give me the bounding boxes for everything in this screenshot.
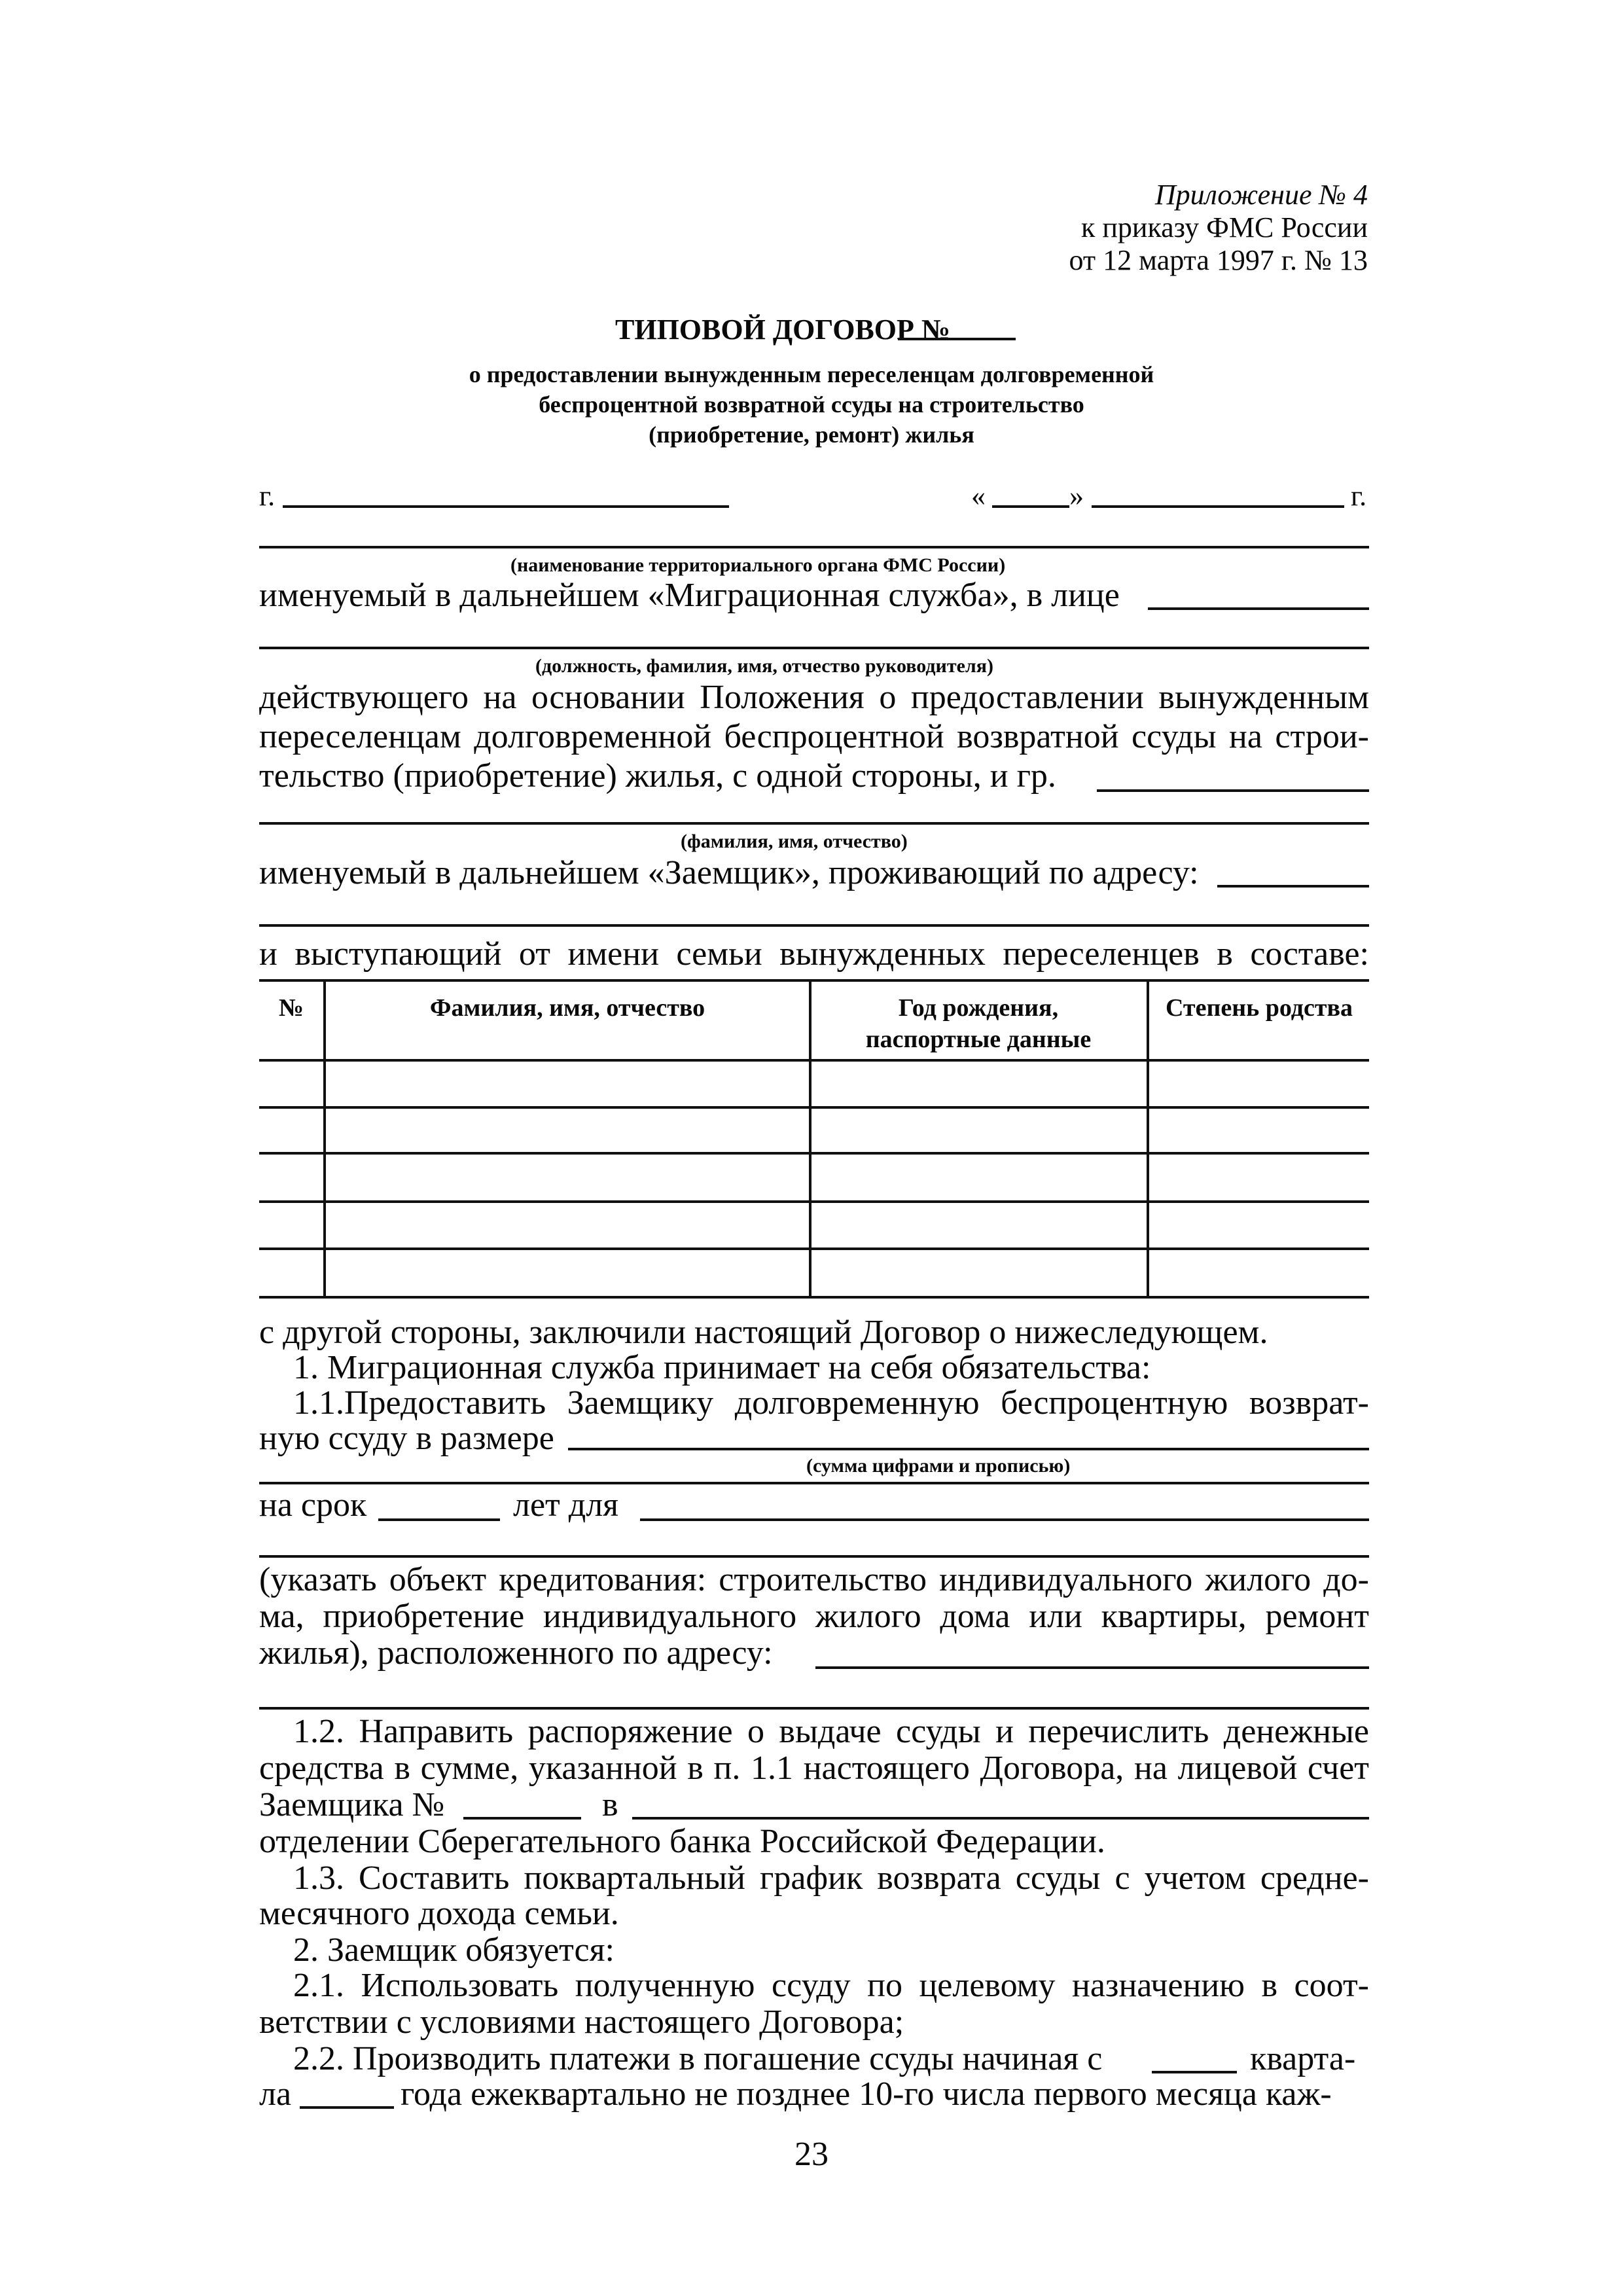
table-row bbox=[259, 1200, 1369, 1203]
clause-1-2-line-4: отделении Сберегательного банка Российской Федерации. bbox=[259, 1823, 1105, 1860]
table-header-fio: Фамилия, имя, отчество bbox=[429, 994, 705, 1022]
clause-2-2-line-2b: года ежеквартально не позднее 10-го числа первого месяца каж- bbox=[401, 2075, 1332, 2113]
acting-line-2: переселенцам долговременной беспроцентной возвратной ссуды на строи- bbox=[259, 718, 1369, 755]
loan-sum-field bbox=[568, 1448, 1369, 1450]
title-subline-1: о предоставлении вынужденным переселенцам долговременной bbox=[469, 361, 1154, 387]
clause-2-2-line-1: 2.2. Производить платежи в погашение ссуды начиная с bbox=[293, 2040, 1103, 2077]
loan-sum-field-2 bbox=[259, 1482, 1369, 1484]
sum-caption: (сумма цифрами и прописью) bbox=[806, 1455, 1071, 1477]
bank-branch-field bbox=[632, 1817, 1369, 1820]
other-side-line: с другой стороны, заключили настоящий Договор о нижеследующем. bbox=[259, 1314, 1268, 1351]
table-header-number: № bbox=[278, 994, 304, 1022]
table-col-divider bbox=[809, 979, 812, 1299]
address-field bbox=[1217, 885, 1369, 888]
object-line-2: ма, приобретение индивидуального жилого дома или квартиры, ремонт bbox=[259, 1598, 1369, 1635]
clause-1-2-in-label: в bbox=[602, 1786, 618, 1823]
table-bottom-border bbox=[259, 1296, 1369, 1299]
object-address-field bbox=[815, 1666, 1369, 1669]
year-suffix: г. bbox=[1351, 480, 1367, 512]
table-row bbox=[259, 1106, 1369, 1109]
term-years-field bbox=[378, 1518, 500, 1521]
purpose-label: лет для bbox=[513, 1486, 619, 1524]
order-label: к приказу ФМС России bbox=[1080, 211, 1368, 243]
table-row bbox=[259, 1152, 1369, 1155]
family-line: и выступающий от имени семьи вынужденных переселенцев в составе: bbox=[259, 935, 1369, 973]
city-field bbox=[283, 505, 729, 508]
table-header-relation: Степень родства bbox=[1165, 994, 1353, 1022]
clause-2: 2. Заемщик обязуется: bbox=[293, 1931, 615, 1969]
clause-2-1-line-2: ветствии с условиями настоящего Договора; bbox=[259, 2003, 904, 2041]
clause-1-1-line-1: 1.1.Предоставить Заемщику долговременную беспроцентную возврат- bbox=[293, 1384, 1369, 1422]
clause-1-2-line-2: средства в сумме, указанной в п. 1.1 настоящего Договора, на лицевой счет bbox=[259, 1749, 1369, 1787]
city-prefix: г. bbox=[259, 480, 276, 512]
start-quarter-field bbox=[1152, 2071, 1237, 2073]
purpose-field bbox=[640, 1518, 1369, 1521]
clause-1-1-line-2: ную ссуду в размере bbox=[259, 1420, 554, 1457]
quote-open: « bbox=[971, 480, 986, 512]
start-year-field bbox=[300, 2106, 394, 2109]
account-number-field bbox=[463, 1817, 581, 1820]
term-label: на срок bbox=[259, 1486, 367, 1524]
quote-close: » bbox=[1069, 480, 1084, 512]
page-number: 23 bbox=[794, 2136, 829, 2173]
organ-field bbox=[259, 546, 1369, 548]
official-field bbox=[259, 647, 1369, 649]
address-field-2 bbox=[259, 924, 1369, 927]
clause-1-3-line-1: 1.3. Составить поквартальный график возврата ссуды с учетом средне- bbox=[293, 1859, 1369, 1897]
object-line-1: (указать объект кредитования: строительство индивидуального жилого до- bbox=[259, 1561, 1369, 1598]
clause-2-2-quarter-label: кварта- bbox=[1250, 2040, 1356, 2077]
table-col-divider bbox=[1147, 979, 1149, 1299]
table-header-birth: Год рождения, паспортные данные bbox=[865, 994, 1092, 1053]
fio-field bbox=[259, 822, 1369, 825]
official-caption: (должность, фамилия, имя, отчество руководителя) bbox=[535, 655, 993, 677]
organ-caption: (наименование территориального органа ФМС России) bbox=[510, 554, 1006, 576]
clause-1-2-line-1: 1.2. Направить распоряжение о выдаче ссуды и перечислить денежные bbox=[293, 1713, 1369, 1750]
table-row bbox=[259, 1247, 1369, 1250]
object-line-3: жилья), расположенного по адресу: bbox=[259, 1634, 773, 1672]
clause-2-1-line-1: 2.1. Использовать полученную ссуду по целевому назначению в соот- bbox=[293, 1967, 1369, 2004]
named-borrower-line: именуемый в дальнейшем «Заемщик», проживающий по адресу: bbox=[259, 854, 1199, 891]
table-row bbox=[259, 1059, 1369, 1062]
purpose-field-2 bbox=[259, 1555, 1369, 1558]
clause-2-2-line-2a: ла bbox=[259, 2075, 292, 2113]
month-field bbox=[1092, 505, 1344, 508]
object-address-field-2 bbox=[259, 1707, 1369, 1710]
table-col-divider bbox=[323, 979, 326, 1299]
fio-caption: (фамилия, имя, отчество) bbox=[681, 831, 908, 852]
appendix-label: Приложение № 4 bbox=[1154, 179, 1368, 211]
day-field bbox=[992, 505, 1069, 508]
table-top-border bbox=[259, 979, 1369, 982]
clause-1-3-line-2: месячного дохода семьи. bbox=[259, 1895, 619, 1932]
named-service-line: именуемый в дальнейшем «Миграционная служба», в лице bbox=[259, 577, 1120, 614]
citizen-field bbox=[1097, 789, 1369, 792]
clause-1: 1. Миграционная служба принимает на себя обязательства: bbox=[293, 1349, 1151, 1386]
clause-1-2-account-label: Заемщика № bbox=[259, 1786, 445, 1823]
acting-line-3: тельство (приобретение) жилья, с одной стороны, и гр. bbox=[259, 757, 1056, 795]
title-subline-3: (приобретение, ремонт) жилья bbox=[649, 422, 974, 448]
order-date: от 12 марта 1997 г. № 13 bbox=[1069, 244, 1368, 276]
title-subline-2: беспроцентной возвратной ссуды на строительство bbox=[539, 391, 1084, 418]
representative-field bbox=[1148, 607, 1369, 610]
contract-number-line bbox=[898, 338, 1016, 340]
acting-line-1: действующего на основании Положения о предоставлении вынужденным bbox=[259, 679, 1369, 716]
contract-title: ТИПОВОЙ ДОГОВОР № bbox=[615, 314, 951, 346]
